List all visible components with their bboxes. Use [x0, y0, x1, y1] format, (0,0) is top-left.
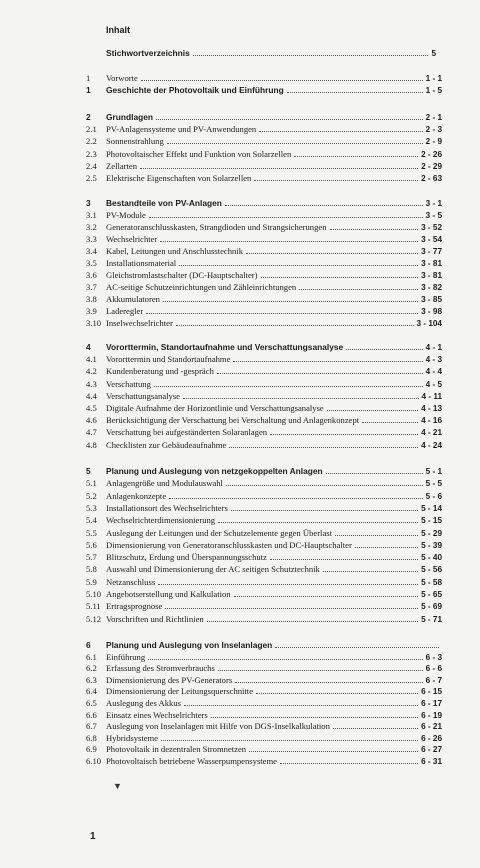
- dot-leader: [299, 289, 418, 290]
- toc-entry-page: 4 - 3: [425, 355, 442, 365]
- toc-entry-number: 5.3: [86, 502, 97, 513]
- toc-entry-number: 3.9: [86, 306, 97, 316]
- toc-entry-page: 1 - 5: [425, 85, 442, 95]
- dot-leader: [193, 55, 429, 56]
- toc-entry: [86, 403, 442, 414]
- toc-entry-number: 2: [86, 112, 91, 122]
- toc-entry-title: Laderegler: [106, 306, 144, 316]
- toc-entry-title: Akkumulatoren: [106, 294, 160, 304]
- toc-entry-title: Bestandteile von PV-Anlagen: [106, 198, 222, 208]
- toc-entry: [86, 663, 442, 674]
- toc-entry-number: 5.12: [86, 613, 102, 624]
- dot-leader: [225, 205, 423, 206]
- toc-entry-page: 6 - 19: [421, 710, 442, 720]
- dot-leader: [229, 447, 418, 448]
- toc-entry-page: 6 - 15: [421, 687, 442, 697]
- toc-entry-title: Installationsmaterial: [106, 258, 177, 268]
- dot-leader: [333, 728, 418, 729]
- dot-leader: [235, 682, 422, 683]
- dot-leader: [261, 277, 419, 278]
- dot-leader: [362, 422, 418, 423]
- toc-entry-number: 3.3: [86, 234, 97, 244]
- toc-entry-page: 3 - 81: [421, 271, 442, 280]
- toc-entry-number: 3.1: [86, 210, 97, 220]
- toc-entry-page: 4 - 5: [425, 379, 442, 389]
- toc-entry-page: 3 - 85: [421, 295, 442, 304]
- dot-leader: [218, 670, 423, 671]
- toc-entry-number: 2.2: [86, 136, 97, 147]
- toc-entry: [86, 528, 442, 539]
- toc-entry: [86, 552, 442, 563]
- toc-entry-page: 3 - 82: [421, 283, 442, 292]
- dot-leader: [270, 434, 418, 435]
- dot-leader: [161, 740, 418, 741]
- toc-entry-page: 5 - 29: [421, 528, 442, 538]
- toc-entry-number: 3.5: [86, 258, 97, 268]
- dot-leader: [326, 473, 423, 474]
- toc-entry-page: 5 - 14: [421, 503, 442, 513]
- toc-entry-title: Auswahl und Dimensionierung der AC seitigen Schutztechnik: [106, 564, 320, 575]
- toc-entry-title: Vorschriften und Richtlinien: [106, 613, 204, 624]
- dot-leader: [167, 143, 423, 144]
- toc-entry-number: 5.6: [86, 539, 97, 550]
- toc-entry-number: 4.5: [86, 403, 97, 413]
- toc-entry-title: Erfassung des Stromverbrauchs: [106, 663, 215, 674]
- dot-leader: [158, 584, 418, 585]
- dot-leader: [335, 535, 418, 536]
- toc-entry-number: 3.10: [86, 318, 102, 328]
- toc-entry-page: 2 - 3: [425, 125, 442, 135]
- toc-entry-title: Anlagenkonzepte: [106, 490, 167, 501]
- toc-entry-page: 5 - 5: [425, 479, 442, 489]
- toc-entry-number: 4.7: [86, 427, 97, 438]
- toc-entry-title: Dimensionierung der Leitungsquerschnitte: [106, 686, 254, 697]
- toc-entry: [86, 210, 442, 221]
- toc-entry-page: 6 - 26: [421, 733, 442, 743]
- toc-entry: [86, 282, 442, 293]
- toc-entry-number: 4.6: [86, 415, 97, 426]
- toc-chapter-entry: [86, 640, 442, 651]
- toc-entry-page: 6 - 7: [425, 675, 442, 685]
- toc-entry: [86, 161, 442, 172]
- toc-entry: [86, 601, 442, 612]
- toc-entry-title: Kabel, Leitungen und Anschlusstechnik: [106, 246, 243, 256]
- toc-entry: [86, 136, 442, 147]
- toc-index-entry: [106, 48, 436, 59]
- dot-leader: [218, 522, 418, 523]
- toc-entry-title: Verschattung bei aufgeständerten Solaranlagen: [106, 427, 268, 438]
- toc-entry-title: Wechselrichterdimensionierung: [106, 515, 216, 526]
- toc-entry-title: PV-Module: [106, 210, 146, 220]
- down-triangle-icon: ▼: [113, 781, 122, 791]
- toc-entry-title: Vororttermin, Standortaufnahme und Verschattungsanalyse: [106, 342, 344, 352]
- toc-entry-number: 4.2: [86, 366, 97, 377]
- dot-leader: [149, 217, 423, 218]
- toc-entry: [86, 564, 442, 575]
- dot-leader: [211, 717, 418, 718]
- toc-entry-title: Kundenberatung und -gespräch: [106, 366, 214, 377]
- toc-entry-page: 5 - 71: [421, 614, 442, 624]
- toc-entry-page: 1 - 1: [425, 74, 442, 83]
- toc-entry: [86, 149, 442, 160]
- toc-entry: [86, 354, 442, 365]
- toc-entry-title: Checklisten zur Gebäudeaufnahme: [106, 439, 227, 450]
- toc-entry-page: 5 - 69: [421, 602, 442, 612]
- toc-entry: [86, 246, 442, 257]
- toc-entry-page: 5 - 56: [421, 565, 442, 575]
- dot-leader: [154, 386, 423, 387]
- toc-entry-number: 5.7: [86, 552, 97, 563]
- toc-entry: [86, 733, 442, 744]
- toc-entry-title: Netzanschluss: [106, 576, 156, 587]
- toc-entry-title: Zellarten: [106, 160, 138, 171]
- toc-entry-title: Gleichstromlastschalter (DC-Hauptschalter): [106, 270, 258, 280]
- toc-entry-number: 5.5: [86, 527, 97, 538]
- toc-entry-page: 6 - 17: [421, 699, 442, 708]
- toc-entry: [86, 577, 442, 588]
- toc-entry-title: Anlagengröße und Modulauswahl: [106, 478, 223, 489]
- dot-leader: [169, 498, 422, 499]
- toc-entry-title: Einführung: [106, 651, 146, 662]
- toc-entry-page: 3 - 81: [421, 259, 442, 268]
- toc-entry-title: Blitzschutz, Erdung und Überspannungsschutz: [106, 552, 267, 563]
- toc-entry-title: Photovoltaischer Effekt und Funktion von Solarzellen: [106, 148, 292, 159]
- toc-entry-page: 5 - 39: [421, 540, 442, 550]
- toc-entry-page: 3 - 52: [421, 223, 442, 232]
- toc-entry-page: 2 - 26: [421, 149, 442, 159]
- toc-entry-number: 4.4: [86, 390, 97, 401]
- toc-entry: [86, 318, 442, 329]
- toc-entry-page: 2 - 1: [425, 113, 442, 122]
- toc-entry-number: 5.9: [86, 576, 97, 587]
- toc-entry: [86, 756, 442, 767]
- toc-entry: [86, 173, 442, 184]
- toc-entry-page: 3 - 104: [416, 319, 442, 328]
- toc-entry: [86, 415, 442, 426]
- toc-entry-page: 5 - 58: [421, 577, 442, 587]
- dot-leader: [254, 180, 418, 181]
- toc-entry: [86, 270, 442, 281]
- dot-leader: [184, 705, 418, 706]
- toc-entry-number: 6.5: [86, 698, 97, 708]
- toc-entry-title: Ertragsprognose: [106, 601, 163, 612]
- toc-entry-number: 2.5: [86, 173, 97, 183]
- dot-leader: [176, 325, 414, 326]
- toc-entry: [86, 589, 442, 600]
- dot-leader: [183, 398, 419, 399]
- toc-entry-number: 6.4: [86, 686, 97, 697]
- toc-entry-page: 2 - 63: [421, 174, 442, 183]
- page-number: 1: [90, 831, 96, 842]
- dot-leader: [323, 571, 418, 572]
- dot-leader: [327, 410, 418, 411]
- toc-entry-title: Digitale Aufnahme der Horizontlinie und Verschattungsanalyse: [106, 403, 324, 413]
- toc-entry-page: 5 - 6: [425, 491, 442, 501]
- dot-leader: [231, 510, 418, 511]
- toc-entry-number: 6: [86, 640, 91, 650]
- toc-entry-page: 2 - 9: [425, 137, 442, 147]
- toc-entry: [86, 306, 442, 317]
- toc-entry: [86, 222, 442, 233]
- toc-entry-title: Hybridsysteme: [106, 732, 159, 743]
- dot-leader: [294, 156, 418, 157]
- toc-entry-number: 2.1: [86, 124, 97, 135]
- dot-leader: [280, 763, 418, 764]
- dot-leader: [270, 559, 418, 560]
- toc-entry: [86, 294, 442, 305]
- toc-entry-number: 1: [86, 84, 91, 95]
- toc-entry-title: Grundlagen: [106, 112, 153, 122]
- toc-entry-title: Dimensionierung von Generatoranschlusskasten und DC-Hauptschalter: [106, 539, 352, 550]
- toc-entry-title: PV-Anlagensysteme und PV-Anwendungen: [106, 124, 257, 135]
- toc-entry: [86, 721, 442, 732]
- toc-entry: [86, 710, 442, 721]
- dot-leader: [217, 373, 423, 374]
- toc-entry-title: Elektrische Eigenschaften von Solarzellen: [106, 173, 252, 183]
- toc-index-title: Stichwortverzeichnis: [106, 48, 190, 58]
- toc-entry-number: 5.10: [86, 589, 102, 599]
- toc-entry: [86, 652, 442, 663]
- dot-leader: [140, 168, 418, 169]
- toc-entry-title: Vororttermin und Standortaufnahme: [106, 354, 231, 365]
- toc-entry: [86, 540, 442, 551]
- toc-entry-page: 5 - 65: [421, 590, 442, 599]
- toc-entry-page: 5 - 1: [425, 467, 442, 476]
- toc-entry-number: 5.11: [86, 601, 101, 612]
- toc-entry-title: Installationsort des Wechselrichters: [106, 502, 228, 513]
- toc-entry: [86, 391, 442, 402]
- toc-entry-number: 6.2: [86, 663, 97, 674]
- toc-entry-page: 4 - 11: [421, 391, 442, 401]
- dot-leader: [165, 608, 418, 609]
- toc-entry: [86, 379, 442, 390]
- dot-leader: [146, 313, 418, 314]
- toc-entry-page: 6 - 21: [421, 722, 442, 732]
- toc-entry-number: 2.4: [86, 160, 97, 171]
- toc-entry: [86, 515, 442, 526]
- toc-entry-title: Verschattungsanalyse: [106, 390, 180, 401]
- toc-entry: [86, 366, 442, 377]
- dot-leader: [275, 647, 439, 648]
- toc-entry: [86, 686, 442, 697]
- toc-entry-title: Verschattung: [106, 378, 151, 389]
- toc-entry-number: 3: [86, 198, 91, 208]
- toc-entry: [86, 675, 442, 686]
- toc-entry-page: 5 - 40: [421, 553, 442, 563]
- toc-entry-number: 6.9: [86, 744, 97, 755]
- toc-entry-page: 4 - 4: [425, 367, 442, 377]
- dot-leader: [355, 547, 418, 548]
- toc-entry-number: 3.4: [86, 246, 97, 256]
- toc-entry-page: 4 - 21: [421, 428, 442, 438]
- toc-entry-title: Planung und Auslegung von Inselanlagen: [106, 640, 273, 650]
- toc-entry-title: Vorworte: [106, 73, 138, 83]
- toc-entry-page: 5 - 15: [421, 516, 442, 526]
- toc-entry-title: Auslegung der Leitungen und der Schutzelemente gegen Überlast: [106, 527, 332, 538]
- toc-entry-title: AC-seitige Schutzeinrichtungen und Zähleinrichtungen: [106, 282, 297, 292]
- toc-entry: [86, 440, 442, 451]
- dot-leader: [226, 485, 423, 486]
- toc-entry-number: 5.2: [86, 490, 97, 501]
- toc-entry-page: 3 - 98: [421, 307, 442, 316]
- toc-chapter-entry: [86, 85, 442, 96]
- toc-entry-title: Auslegung des Akkus: [106, 698, 181, 708]
- toc-entry-number: 6.3: [86, 674, 97, 685]
- toc-entry-title: Angebotserstellung und Kalkulation: [106, 589, 231, 599]
- toc-entry: [86, 503, 442, 514]
- toc-entry-page: 6 - 27: [421, 745, 442, 755]
- toc-entry-title: Einsatz eines Wechselrichters: [106, 709, 208, 720]
- toc-entry: [86, 698, 442, 709]
- toc-entry-page: 4 - 16: [421, 416, 442, 426]
- toc-entry-title: Geschichte der Photovoltaik und Einführung: [106, 84, 284, 95]
- dot-leader: [259, 131, 422, 132]
- toc-entry-page: 3 - 5: [425, 211, 442, 220]
- toc-entry-page: 6 - 6: [425, 664, 442, 674]
- toc-entry-title: Planung und Auslegung von netzgekoppelten Anlagen: [106, 466, 323, 476]
- toc-entry: [86, 73, 442, 84]
- toc-entry-number: 6.6: [86, 709, 97, 720]
- dot-leader: [249, 751, 418, 752]
- toc-entry-number: 4.8: [86, 439, 97, 450]
- toc-entry-page: 2 - 29: [421, 161, 442, 171]
- dot-leader: [163, 301, 418, 302]
- toc-entry-number: 3.2: [86, 222, 97, 232]
- toc-entry-number: 6.10: [86, 756, 102, 766]
- toc-entry-number: 3.8: [86, 294, 97, 304]
- page-heading: Inhalt: [106, 25, 130, 35]
- toc-entry: [86, 478, 442, 489]
- toc-entry-title: Wechselrichter: [106, 234, 158, 244]
- dot-leader: [207, 621, 418, 622]
- toc-entry-title: Dimensionierung des PV-Generators: [106, 674, 233, 685]
- toc-entry: [86, 258, 442, 269]
- toc-entry-number: 4.3: [86, 378, 97, 389]
- toc-chapter-entry: [86, 112, 442, 123]
- toc-entry: [86, 234, 442, 245]
- toc-entry-number: 5.8: [86, 564, 97, 575]
- toc-entry-page: 4 - 24: [421, 440, 442, 450]
- toc-entry-number: 6.7: [86, 721, 97, 732]
- dot-leader: [156, 119, 423, 120]
- dot-leader: [233, 361, 422, 362]
- toc-entry-number: 2.3: [86, 148, 97, 159]
- toc-entry-page: 3 - 54: [421, 235, 442, 244]
- toc-entry-number: 6.1: [86, 651, 97, 662]
- toc-entry-title: Sonnenstrahlung: [106, 136, 164, 147]
- dot-leader: [234, 596, 418, 597]
- toc-index-page: 5: [431, 49, 436, 58]
- toc-entry-page: 6 - 3: [425, 652, 442, 662]
- dot-leader: [160, 241, 418, 242]
- toc-entry-number: 5: [86, 466, 91, 476]
- dot-leader: [256, 693, 418, 694]
- toc-entry-number: 6.8: [86, 732, 97, 743]
- toc-entry-title: Berücksichtigung der Verschattung bei Verschaltung und Anlagenkonzept: [106, 415, 360, 426]
- toc-entry-title: Auslegung von Inselanlagen mit Hilfe von DGS-Inselkalkulation: [106, 721, 330, 732]
- toc-chapter-entry: [86, 342, 442, 353]
- toc-entry: [86, 491, 442, 502]
- toc-entry-number: 5.1: [86, 478, 97, 489]
- toc-entry-page: 4 - 13: [421, 404, 442, 413]
- toc-entry-number: 3.6: [86, 270, 97, 280]
- toc-entry-page: 6 - 31: [421, 757, 442, 766]
- toc-entry-title: Photovoltaisch betriebene Wasserpumpensysteme: [106, 756, 277, 766]
- toc-entry-number: 4: [86, 342, 91, 352]
- toc-chapter-entry: [86, 466, 442, 477]
- toc-entry-number: 1: [86, 73, 91, 83]
- toc-entry-page: 4 - 1: [425, 343, 442, 352]
- toc-entry-page: 3 - 1: [425, 199, 442, 208]
- toc-entry-title: Inselwechselrichter: [106, 318, 173, 328]
- toc-entry: [86, 744, 442, 755]
- toc-entry: [86, 614, 442, 625]
- dot-leader: [330, 229, 419, 230]
- toc-entry: [86, 124, 442, 135]
- toc-entry-title: Generatoranschlusskasten, Strangdioden und Strangsicherungen: [106, 222, 327, 232]
- toc-entry-page: 3 - 77: [421, 247, 442, 256]
- dot-leader: [148, 659, 422, 660]
- toc-entry-number: 3.7: [86, 282, 97, 292]
- toc-entry-number: 4.1: [86, 354, 97, 365]
- toc-chapter-entry: [86, 198, 442, 209]
- dot-leader: [346, 349, 422, 350]
- dot-leader: [141, 80, 423, 81]
- toc-entry-title: Photovoltaik in dezentralen Stromnetzen: [106, 744, 247, 755]
- dot-leader: [246, 253, 418, 254]
- toc-entry-number: 5.4: [86, 515, 97, 526]
- toc-entry: [86, 427, 442, 438]
- dot-leader: [179, 265, 418, 266]
- dot-leader: [287, 92, 423, 93]
